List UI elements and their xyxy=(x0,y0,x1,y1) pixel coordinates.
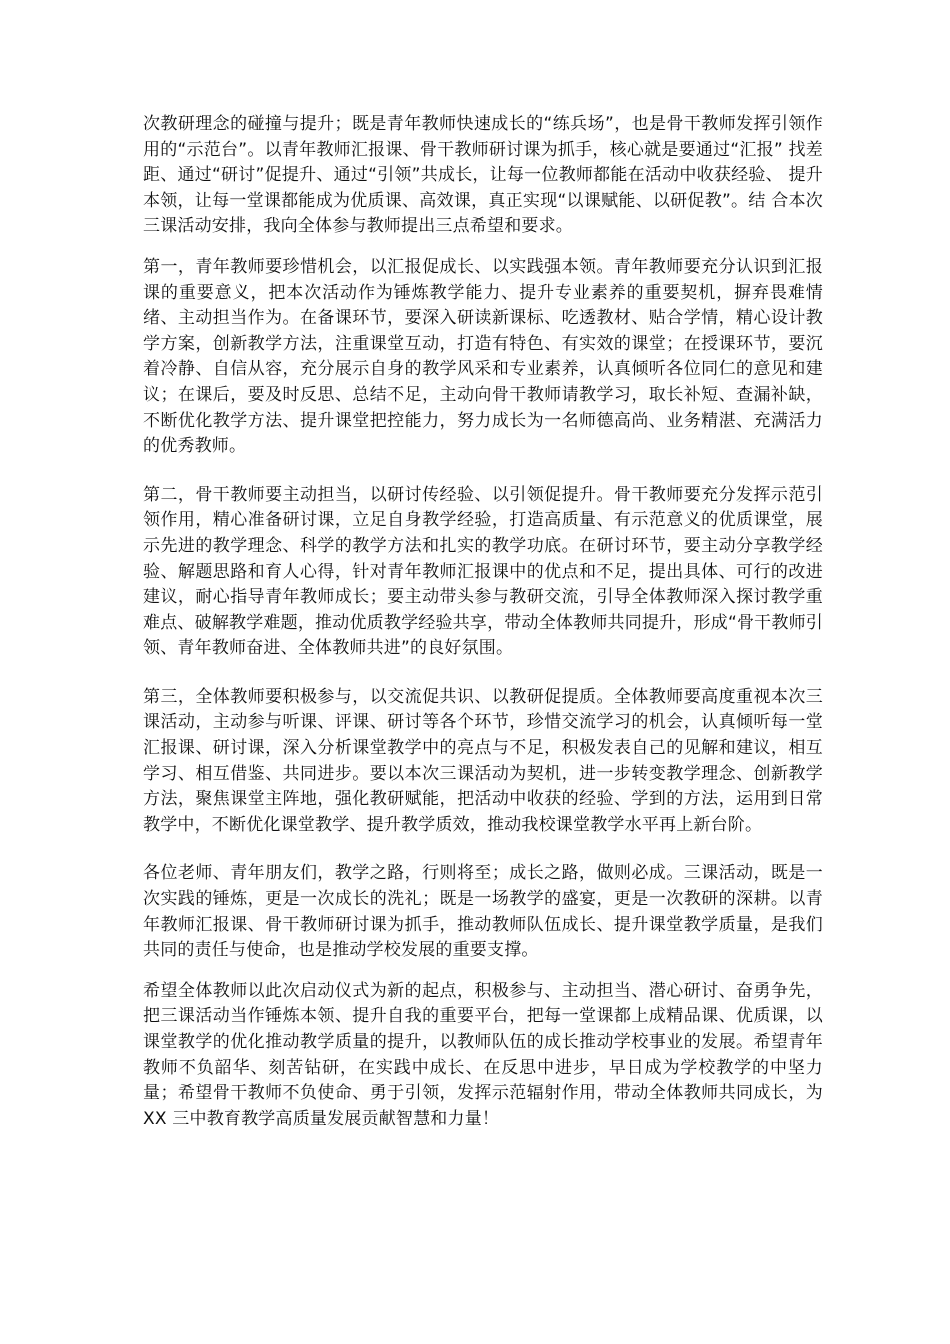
paragraph-closing-hopes: 希望全体教师以此次启动仪式为新的起点，积极参与、主动担当、潜心研讨、奋勇争先，把三课活动当作锤炼本领、提升自我的重要平台，把每一堂课都上成精品课、优质课，以课堂教学的优化推动教学质量的提升，以教师队伍的成长推动学校事业的发展。希望青年教师不负韶华、刻苦钻研，在实践中成长、在反思中进步，早日成为学校教学的中坚力量；希望骨干教师不负使命、勇于引领，发挥示范辐射作用，带动全体教师共同成长，为 XX 三中教育教学高质量发展贡献智慧和力量！ xyxy=(143,980,823,1129)
paragraph-summary: 各位老师、青年朋友们，教学之路，行则将至；成长之路，做则必成。三课活动，既是一次实践的锤炼，更是一次成长的洗礼；既是一场教学的盛宴，更是一次教研的深耕。以青年教师汇报课、骨干教师研讨课为抓手，推动教师队伍成长、提升课堂教学质量，是我们共同的责任与使命，也是推动学校发展的重要支撑。 xyxy=(143,863,823,961)
paragraph-intro-continuation: 次教研理念的碰撞与提升；既是青年教师快速成长的“练兵场”，也是骨干教师发挥引领作用的“示范台”。以青年教师汇报课、骨干教师研讨课为抓手，核心就是要通过“汇报” 找差距、通过“研讨”促提升、通过“引领”共成长，让每一位教师都能在活动中收获经验、 提升本领，让每一堂课都能成为优质课、高效课，真正实现“以课赋能、以研促教”。结 合本次三课活动安排，我向全体参与教师提出三点希望和要求。 xyxy=(143,114,823,237)
document-body xyxy=(143,112,823,1132)
paragraph-first-point: 第一，青年教师要珍惜机会，以汇报促成长、以实践强本领。青年教师要充分认识到汇报课的重要意义，把本次活动作为锤炼教学能力、提升专业素养的重要契机，摒弃畏难情绪、主动担当作为。在备课环节，要深入研读新课标、吃透教材、贴合学情，精心设计教学方案，创新教学方法，注重课堂互动，打造有特色、有实效的课堂；在授课环节，要沉着冷静、自信从容，充分展示自身的教学风采和专业素养，认真倾听各位同仁的意见和建议；在课后，要及时反思、总结不足，主动向骨干教师请教学习，取长补短、查漏补缺，不断优化教学方法、提升课堂把控能力，努力成长为一名师德高尚、业务精湛、充满活力的优秀教师。 xyxy=(143,256,823,457)
paragraph-second-point: 第二，骨干教师要主动担当，以研讨传经验、以引领促提升。骨干教师要充分发挥示范引领作用，精心准备研讨课，立足自身教学经验，打造高质量、有示范意义的优质课堂，展示先进的教学理念、科学的教学方法和扎实的教学功底。在研讨环节，要主动分享教学经验、解题思路和育人心得，针对青年教师汇报课中的优点和不足，提出具体、可行的改进建议，耐心指导青年教师成长；要主动带头参与教研交流，引导全体教师深入探讨教学重难点、破解教学难题，推动优质教学经验共享，带动全体教师共同提升，形成“骨干教师引领、青年教师奋进、全体教师共进”的良好氛围。 xyxy=(143,484,823,659)
paragraph-third-point: 第三，全体教师要积极参与，以交流促共识、以教研促提质。全体教师要高度重视本次三课活动，主动参与听课、评课、研讨等各个环节，珍惜交流学习的机会，认真倾听每一堂汇报课、研讨课，深入分析课堂教学中的亮点与不足，积极发表自己的见解和建议，相互学习、相互借鉴、共同进步。要以本次三课活动为契机，进一步转变教学理念、创新教学方法，聚焦课堂主阵地，强化教研赋能，把活动中收获的经验、学到的方法，运用到日常教学中，不断优化课堂教学、提升教学质效，推动我校课堂教学水平再上新台阶。 xyxy=(143,686,823,835)
